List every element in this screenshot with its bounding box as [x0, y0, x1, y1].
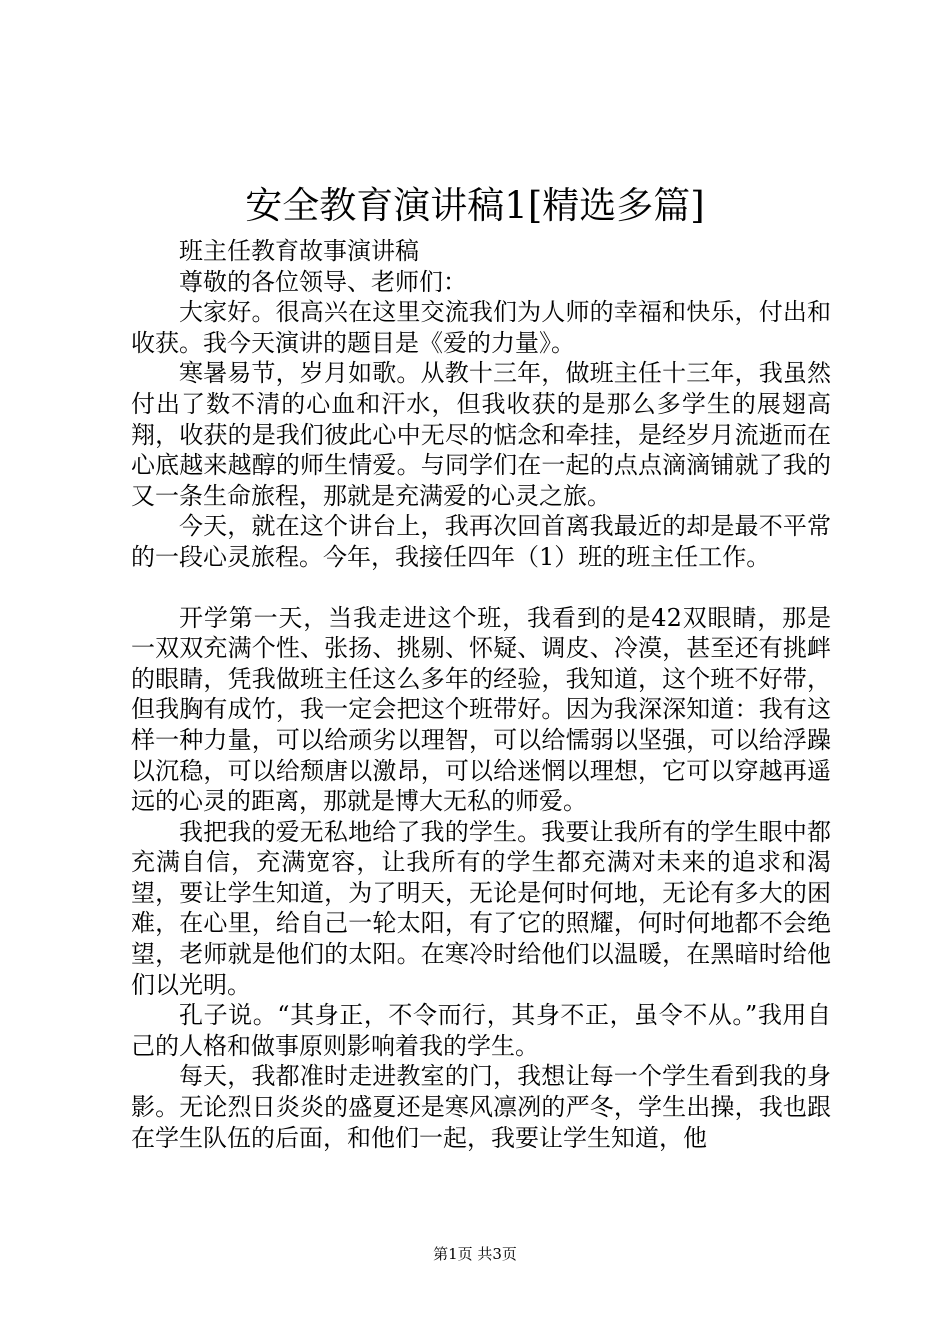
paragraph: 我把我的爱无私地给了我的学生。我要让我所有的学生眼中都充满自信，充满宽容，让我所有的学生都充满对未来的追求和渴望，要让学生知道，为了明天，无论是何时何地，无论有多大的困难，在心里，给自己一轮太阳，有了它的照耀，何时何地都不会绝望，老师就是他们的太阳。在寒冷时给他们以温暖，在黑暗时给他们以光明。 — [131, 817, 831, 999]
paragraph-subtitle: 班主任教育故事演讲稿 — [179, 237, 419, 265]
paragraph: 寒暑易节，岁月如歌。从教十三年，做班主任十三年，我虽然付出了数不清的心血和汗水，但我收获的是那么多学生的展翅高翔，收获的是我们彼此心中无尽的惦念和牵挂，是经岁月流逝而在心底越来越醇的师生情爱。与同学们在一起的点点滴滴铺就了我的又一条生命旅程，那就是充满爱的心灵之旅。 — [131, 359, 831, 510]
document-body — [131, 236, 831, 1153]
paragraph: 开学第一天，当我走进这个班，我看到的是42双眼睛，那是一双双充满个性、张扬、挑剔、怀疑、调皮、冷漠，甚至还有挑衅的眼睛，凭我做班主任这么多年的经验，我知道，这个班不好带，但我胸有成竹，我一定会把这个班带好。因为我深深知道：我有这样一种力量，可以给顽劣以理智，可以给懦弱以坚强，可以给浮躁以沉稳，可以给颓唐以激昂，可以给迷惘以理想，它可以穿越再遥远的心灵的距离，那就是博大无私的师爱。 — [131, 603, 831, 816]
page-number-footer: 第1页 共3页 — [433, 1245, 517, 1263]
document-title: 安全教育演讲稿1[精选多篇] — [245, 184, 705, 227]
paragraph: 大家好。很高兴在这里交流我们为人师的幸福和快乐，付出和收获。我今天演讲的题目是《爱的力量》。 — [131, 298, 831, 357]
paragraph: 今天，就在这个讲台上，我再次回首离我最近的却是最不平常的一段心灵旅程。今年，我接任四年（1）班的班主任工作。 — [131, 512, 831, 571]
paragraph: 每天，我都准时走进教室的门，我想让每一个学生看到我的身影。无论烈日炎炎的盛夏还是寒风凛冽的严冬，学生出操，我也跟在学生队伍的后面，和他们一起，我要让学生知道，他 — [131, 1062, 831, 1152]
paragraph-salutation: 尊敬的各位领导、老师们： — [179, 267, 467, 296]
paragraph: 孔子说。“其身正，不令而行，其身不正，虽令不从。”我用自己的人格和做事原则影响着我的学生。 — [131, 1001, 831, 1060]
